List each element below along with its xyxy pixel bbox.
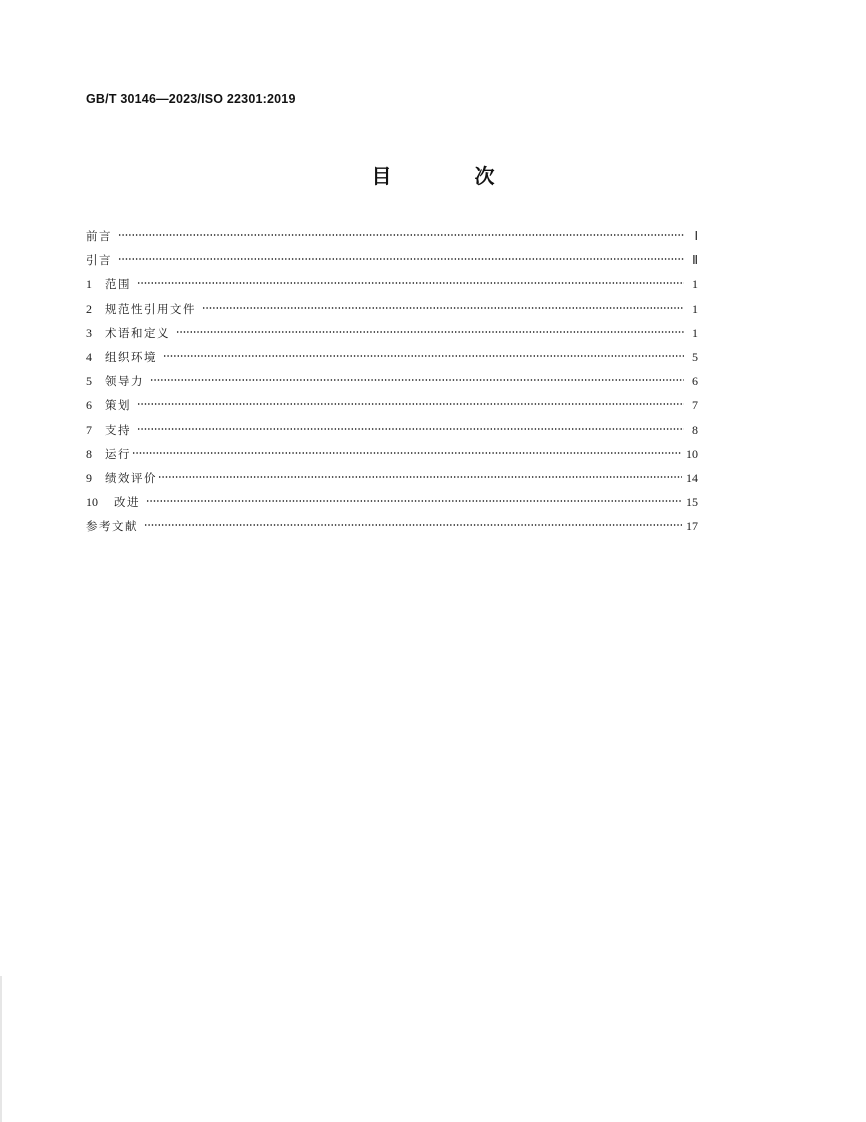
table-of-contents <box>86 226 698 540</box>
toc-dot-leader <box>176 330 684 334</box>
toc-entry-page: 1 <box>692 301 698 316</box>
toc-dot-leader <box>158 475 682 479</box>
toc-entry-page: 14 <box>686 470 698 485</box>
toc-entry-number: 5 <box>86 374 92 389</box>
toc-entry-page: Ⅰ <box>694 229 698 243</box>
toc-entry-label: 运行 <box>105 446 131 461</box>
standard-code-header: GB/T 30146—2023/ISO 22301:2019 <box>86 92 296 106</box>
toc-entry-label: 支持 <box>105 422 131 437</box>
page-edge-shadow <box>0 976 2 1122</box>
toc-entry-number: 6 <box>86 398 92 413</box>
toc-entry-support[interactable] <box>86 420 698 444</box>
toc-entry-page: 8 <box>692 422 698 437</box>
toc-entry-page: 1 <box>692 325 698 340</box>
toc-entry-operation[interactable] <box>86 444 698 468</box>
toc-dot-leader <box>118 233 684 237</box>
toc-entry-bibliography[interactable] <box>86 516 698 540</box>
toc-entry-page: 6 <box>692 374 698 389</box>
toc-entry-label: 组织环境 <box>105 349 157 364</box>
toc-entry-number: 3 <box>86 325 92 340</box>
toc-entry-terms-definitions[interactable] <box>86 323 698 347</box>
toc-entry-page: 1 <box>692 277 698 292</box>
toc-dot-leader <box>146 499 682 503</box>
toc-entry-page: 17 <box>686 519 698 534</box>
toc-entry-page: Ⅱ <box>692 253 698 268</box>
toc-entry-introduction[interactable] <box>86 250 698 274</box>
toc-entry-number: 1 <box>86 277 92 292</box>
toc-entry-improvement[interactable] <box>86 492 698 516</box>
toc-entry-number: 2 <box>86 301 92 316</box>
toc-entry-number: 8 <box>86 446 92 461</box>
toc-entry-normative-references[interactable] <box>86 299 698 323</box>
toc-title: 目 次 <box>371 164 533 188</box>
toc-entry-label: 规范性引用文件 <box>105 301 196 316</box>
toc-dot-leader <box>144 523 682 527</box>
toc-entry-label: 参考文献 <box>86 519 138 534</box>
toc-entry-label: 引言 <box>86 253 112 268</box>
toc-dot-leader <box>202 306 684 310</box>
toc-dot-leader <box>137 427 684 431</box>
toc-entry-label: 前言 <box>86 229 112 243</box>
toc-entry-label: 策划 <box>105 398 131 413</box>
toc-entry-leadership[interactable] <box>86 371 698 395</box>
toc-entry-label: 领导力 <box>105 374 144 389</box>
toc-entry-number: 7 <box>86 422 92 437</box>
toc-entry-number: 4 <box>86 349 92 364</box>
toc-dot-leader <box>137 402 684 406</box>
toc-entry-label: 范围 <box>105 277 131 292</box>
toc-entry-foreword[interactable] <box>86 226 698 250</box>
toc-entry-page: 7 <box>692 398 698 413</box>
toc-entry-page: 5 <box>692 349 698 364</box>
toc-entry-number: 9 <box>86 470 92 485</box>
toc-entry-scope[interactable] <box>86 274 698 298</box>
toc-entry-context[interactable] <box>86 347 698 371</box>
toc-entry-page: 15 <box>686 495 698 510</box>
toc-dot-leader <box>163 354 684 358</box>
toc-entry-performance-evaluation[interactable] <box>86 468 698 492</box>
toc-entry-label: 术语和定义 <box>105 325 170 340</box>
toc-entry-number: 10 <box>86 495 98 510</box>
toc-dot-leader <box>118 257 684 261</box>
toc-dot-leader <box>132 451 682 455</box>
toc-entry-planning[interactable] <box>86 395 698 419</box>
toc-entry-label: 改进 <box>114 495 140 510</box>
toc-dot-leader <box>137 281 684 285</box>
toc-dot-leader <box>150 378 684 382</box>
toc-entry-label: 绩效评价 <box>105 470 157 485</box>
toc-entry-page: 10 <box>686 446 698 461</box>
